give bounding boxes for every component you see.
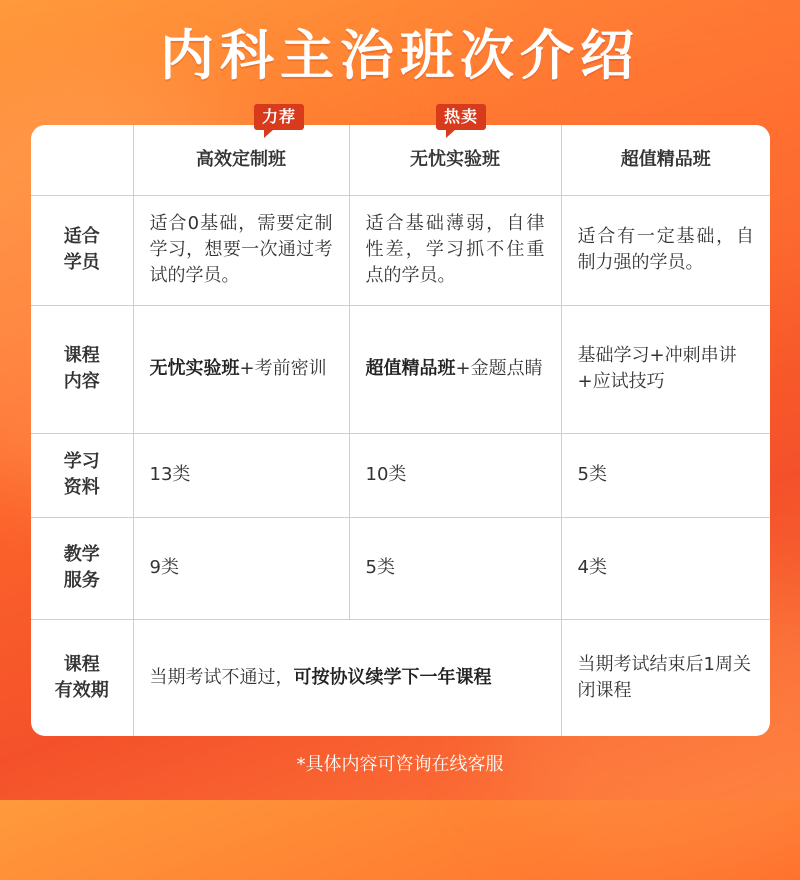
table-cell: 适合0基础，需要定制学习，想要一次通过考试的学员。 [133, 195, 349, 305]
table-cell: 当期考试结束后1周关闭课程 [561, 619, 770, 736]
row-label-validity: 课程 有效期 [31, 619, 133, 736]
table-cell: 5类 [561, 433, 770, 517]
table-cell: 9类 [133, 517, 349, 619]
table-row [31, 195, 770, 305]
table-cell: 5类 [349, 517, 561, 619]
table-row [31, 433, 770, 517]
table-row [31, 619, 770, 736]
hot-sale-badge: 热卖 [436, 104, 486, 130]
row-label-materials: 学习 资料 [31, 433, 133, 517]
table-row [31, 517, 770, 619]
table-cell: 4类 [561, 517, 770, 619]
table-cell: 13类 [133, 433, 349, 517]
recommend-badge: 力荐 [254, 104, 304, 130]
plan-header-worry-free: 无忧实验班 [349, 125, 561, 195]
table-cell: 基础学习+冲刺串讲+应试技巧 [561, 305, 770, 433]
comparison-card [31, 125, 770, 736]
row-label-suitable: 适合 学员 [31, 195, 133, 305]
footer-note: *具体内容可咨询在线客服 [296, 754, 504, 775]
comparison-table [31, 125, 770, 736]
corner-cell [31, 125, 133, 195]
table-cell: 10类 [349, 433, 561, 517]
table-row [31, 305, 770, 433]
table-cell-merged: 当期考试不通过，可按协议续学下一年课程 [133, 619, 561, 736]
plan-header-efficient: 高效定制班 [133, 125, 349, 195]
table-header-row [31, 125, 770, 195]
table-cell: 适合基础薄弱，自律性差，学习抓不住重点的学员。 [349, 195, 561, 305]
plan-header-premium: 超值精品班 [561, 125, 770, 195]
row-label-content: 课程 内容 [31, 305, 133, 433]
table-cell: 适合有一定基础，自制力强的学员。 [561, 195, 770, 305]
table-cell: 无忧实验班+考前密训 [133, 305, 349, 433]
row-label-service: 教学 服务 [31, 517, 133, 619]
table-cell: 超值精品班+金题点睛 [349, 305, 561, 433]
page-title: 内科主治班次介绍 [160, 24, 640, 87]
